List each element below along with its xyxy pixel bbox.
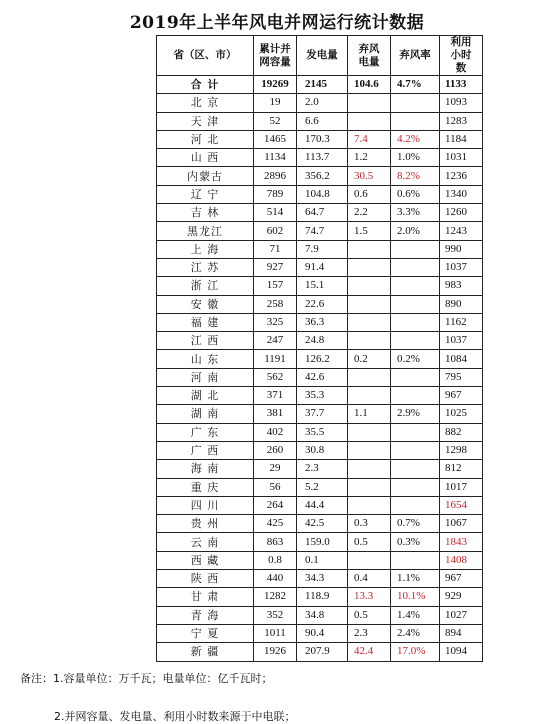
cell-curtailment [348,313,391,331]
cell-utilization-hours: 1408 [440,551,483,569]
cell-province: 河 南 [157,368,254,386]
cell-utilization-hours: 1037 [440,332,483,350]
cell-generation: 104.8 [297,185,348,203]
cell-utilization-hours: 983 [440,277,483,295]
table-row [157,570,483,588]
table-row [157,258,483,276]
cell-curtailment-rate: 1.1% [391,570,440,588]
cell-curtailment-rate [391,112,440,130]
table-row [157,112,483,130]
cell-curtailment-rate [391,460,440,478]
cell-curtailment [348,332,391,350]
cell-utilization-hours: 990 [440,240,483,258]
cell-utilization-hours: 795 [440,368,483,386]
cell-capacity: 440 [254,570,297,588]
cell-curtailment-rate [391,496,440,514]
table-row [157,624,483,642]
table-row [157,478,483,496]
cell-capacity: 52 [254,112,297,130]
cell-capacity: 264 [254,496,297,514]
cell-generation: 2145 [297,76,348,94]
cell-generation: 207.9 [297,643,348,661]
cell-province: 内蒙古 [157,167,254,185]
cell-capacity: 71 [254,240,297,258]
table-row [157,423,483,441]
cell-curtailment [348,423,391,441]
cell-capacity: 381 [254,405,297,423]
cell-curtailment-rate: 0.2% [391,350,440,368]
cell-curtailment-rate: 0.6% [391,185,440,203]
cell-province: 北 京 [157,94,254,112]
cell-province: 陕 西 [157,570,254,588]
cell-curtailment-rate: 1.4% [391,606,440,624]
cell-curtailment [348,94,391,112]
cell-generation: 2.0 [297,94,348,112]
cell-generation: 37.7 [297,405,348,423]
cell-generation: 24.8 [297,332,348,350]
cell-utilization-hours: 1093 [440,94,483,112]
cell-curtailment: 1.2 [348,149,391,167]
cell-generation: 118.9 [297,588,348,606]
cell-province: 广 东 [157,423,254,441]
cell-generation: 91.4 [297,258,348,276]
cell-curtailment-rate: 2.4% [391,624,440,642]
cell-curtailment: 0.4 [348,570,391,588]
wind-power-statistics-table [156,35,483,662]
cell-utilization-hours: 1027 [440,606,483,624]
cell-curtailment: 0.2 [348,350,391,368]
cell-province: 江 西 [157,332,254,350]
cell-curtailment-rate: 3.3% [391,204,440,222]
cell-curtailment-rate: 4.7% [391,76,440,94]
cell-province: 黑龙江 [157,222,254,240]
table-row [157,405,483,423]
cell-curtailment-rate [391,277,440,295]
cell-curtailment-rate: 10.1% [391,588,440,606]
cell-curtailment: 2.2 [348,204,391,222]
cell-curtailment-rate [391,478,440,496]
cell-generation: 42.5 [297,515,348,533]
table-row [157,368,483,386]
cell-curtailment-rate [391,295,440,313]
cell-utilization-hours: 1283 [440,112,483,130]
table-header-row [157,36,483,76]
header-curtailment-label: 弃风电量 [358,42,380,68]
cell-curtailment [348,496,391,514]
table-row [157,240,483,258]
header-province: 省（区、市） [157,36,254,76]
cell-utilization-hours: 1260 [440,204,483,222]
table-row [157,130,483,148]
cell-generation: 126.2 [297,350,348,368]
cell-utilization-hours: 967 [440,570,483,588]
cell-curtailment-rate: 1.0% [391,149,440,167]
cell-curtailment-rate: 8.2% [391,167,440,185]
cell-capacity: 562 [254,368,297,386]
cell-curtailment-rate [391,313,440,331]
header-curtailment-rate: 弃风率 [391,36,440,76]
cell-generation: 22.6 [297,295,348,313]
cell-utilization-hours: 890 [440,295,483,313]
cell-province: 安 徽 [157,295,254,313]
cell-province: 天 津 [157,112,254,130]
cell-curtailment [348,112,391,130]
cell-utilization-hours: 1162 [440,313,483,331]
cell-capacity: 1191 [254,350,297,368]
cell-generation: 90.4 [297,624,348,642]
cell-curtailment: 1.5 [348,222,391,240]
cell-capacity: 325 [254,313,297,331]
cell-generation: 2.3 [297,460,348,478]
cell-capacity: 2896 [254,167,297,185]
cell-generation: 0.1 [297,551,348,569]
cell-curtailment [348,368,391,386]
cell-curtailment-rate [391,258,440,276]
cell-generation: 6.6 [297,112,348,130]
cell-capacity: 352 [254,606,297,624]
cell-curtailment [348,387,391,405]
cell-capacity: 1926 [254,643,297,661]
cell-capacity: 927 [254,258,297,276]
cell-utilization-hours: 1037 [440,258,483,276]
cell-province: 上 海 [157,240,254,258]
cell-generation: 159.0 [297,533,348,551]
cell-province: 福 建 [157,313,254,331]
table-row [157,222,483,240]
table-row [157,387,483,405]
cell-province: 山 西 [157,149,254,167]
cell-curtailment: 1.1 [348,405,391,423]
cell-curtailment-rate [391,387,440,405]
cell-generation: 15.1 [297,277,348,295]
cell-utilization-hours: 1843 [440,533,483,551]
cell-province: 湖 南 [157,405,254,423]
cell-curtailment: 2.3 [348,624,391,642]
cell-capacity: 371 [254,387,297,405]
cell-utilization-hours: 1340 [440,185,483,203]
table-row [157,460,483,478]
cell-generation: 42.6 [297,368,348,386]
cell-province: 甘 肃 [157,588,254,606]
cell-curtailment-rate: 0.3% [391,533,440,551]
cell-curtailment-rate [391,441,440,459]
cell-province: 河 北 [157,130,254,148]
cell-province: 青 海 [157,606,254,624]
cell-province: 山 东 [157,350,254,368]
cell-province: 海 南 [157,460,254,478]
cell-generation: 34.3 [297,570,348,588]
table-row [157,167,483,185]
cell-capacity: 602 [254,222,297,240]
cell-curtailment [348,295,391,313]
table-row [157,496,483,514]
table-body [157,76,483,662]
table-row [157,185,483,203]
table-row [157,551,483,569]
table-row [157,313,483,331]
cell-curtailment [348,551,391,569]
table-row [157,295,483,313]
cell-generation: 113.7 [297,149,348,167]
cell-province: 云 南 [157,533,254,551]
cell-generation: 356.2 [297,167,348,185]
table-row [157,277,483,295]
cell-capacity: 789 [254,185,297,203]
cell-curtailment: 0.6 [348,185,391,203]
cell-utilization-hours: 1084 [440,350,483,368]
cell-capacity: 402 [254,423,297,441]
cell-utilization-hours: 1236 [440,167,483,185]
cell-utilization-hours: 929 [440,588,483,606]
cell-province: 西 藏 [157,551,254,569]
cell-capacity: 19269 [254,76,297,94]
cell-curtailment-rate: 2.0% [391,222,440,240]
cell-curtailment: 0.5 [348,606,391,624]
cell-curtailment-rate: 17.0% [391,643,440,661]
table-row [157,441,483,459]
cell-curtailment: 13.3 [348,588,391,606]
table-row [157,350,483,368]
cell-capacity: 1282 [254,588,297,606]
cell-capacity: 0.8 [254,551,297,569]
cell-utilization-hours: 1654 [440,496,483,514]
cell-province: 吉 林 [157,204,254,222]
cell-curtailment: 42.4 [348,643,391,661]
footnote-units: 备注：1.容量单位：万千瓦；电量单位：亿千瓦时； [20,672,273,685]
cell-capacity: 1134 [254,149,297,167]
cell-province: 新 疆 [157,643,254,661]
cell-utilization-hours: 967 [440,387,483,405]
cell-utilization-hours: 1298 [440,441,483,459]
table-row [157,533,483,551]
table-row [157,204,483,222]
cell-utilization-hours: 882 [440,423,483,441]
cell-curtailment [348,460,391,478]
cell-province: 四 川 [157,496,254,514]
cell-generation: 64.7 [297,204,348,222]
cell-curtailment: 104.6 [348,76,391,94]
cell-curtailment-rate [391,423,440,441]
cell-utilization-hours: 1184 [440,130,483,148]
cell-capacity: 1011 [254,624,297,642]
cell-curtailment-rate [391,551,440,569]
cell-curtailment-rate [391,332,440,350]
cell-capacity: 258 [254,295,297,313]
cell-curtailment [348,240,391,258]
footnote-source: 2.并网容量、发电量、利用小时数来源于中电联； [54,710,296,723]
cell-curtailment-rate: 2.9% [391,405,440,423]
cell-capacity: 247 [254,332,297,350]
cell-province: 浙 江 [157,277,254,295]
table-row [157,606,483,624]
cell-capacity: 514 [254,204,297,222]
cell-curtailment [348,277,391,295]
cell-generation: 170.3 [297,130,348,148]
cell-generation: 34.8 [297,606,348,624]
cell-curtailment-rate [391,240,440,258]
table-row [157,515,483,533]
cell-generation: 35.5 [297,423,348,441]
cell-curtailment-rate [391,368,440,386]
cell-utilization-hours: 894 [440,624,483,642]
page-title: 2019年上半年风电并网运行统计数据 [129,13,425,33]
cell-generation: 7.9 [297,240,348,258]
cell-province: 江 苏 [157,258,254,276]
cell-province: 湖 北 [157,387,254,405]
cell-curtailment [348,478,391,496]
header-curtailment [348,36,391,76]
cell-generation: 5.2 [297,478,348,496]
cell-utilization-hours: 1025 [440,405,483,423]
cell-curtailment [348,258,391,276]
cell-generation: 74.7 [297,222,348,240]
cell-generation: 35.3 [297,387,348,405]
table-row [157,588,483,606]
cell-capacity: 56 [254,478,297,496]
cell-utilization-hours: 812 [440,460,483,478]
cell-province: 贵 州 [157,515,254,533]
header-capacity-label: 累计并网容量 [259,42,291,68]
cell-curtailment [348,441,391,459]
table-row [157,94,483,112]
cell-capacity: 157 [254,277,297,295]
cell-capacity: 1465 [254,130,297,148]
cell-curtailment: 7.4 [348,130,391,148]
cell-province: 辽 宁 [157,185,254,203]
cell-curtailment: 0.5 [348,533,391,551]
cell-utilization-hours: 1067 [440,515,483,533]
cell-utilization-hours: 1031 [440,149,483,167]
cell-curtailment-rate: 0.7% [391,515,440,533]
table-row [157,643,483,661]
cell-utilization-hours: 1133 [440,76,483,94]
cell-curtailment: 30.5 [348,167,391,185]
cell-capacity: 29 [254,460,297,478]
cell-province: 重 庆 [157,478,254,496]
cell-capacity: 260 [254,441,297,459]
cell-province: 合 计 [157,76,254,94]
header-utilization-hours [440,36,483,76]
cell-capacity: 19 [254,94,297,112]
table-row [157,149,483,167]
cell-capacity: 863 [254,533,297,551]
cell-utilization-hours: 1243 [440,222,483,240]
cell-utilization-hours: 1017 [440,478,483,496]
header-hours-label: 利用小时数 [450,36,472,74]
cell-curtailment: 0.3 [348,515,391,533]
cell-generation: 36.3 [297,313,348,331]
cell-province: 广 西 [157,441,254,459]
table-total-row [157,76,483,94]
header-capacity [254,36,297,76]
header-generation: 发电量 [297,36,348,76]
cell-curtailment-rate: 4.2% [391,130,440,148]
cell-generation: 30.8 [297,441,348,459]
cell-capacity: 425 [254,515,297,533]
cell-utilization-hours: 1094 [440,643,483,661]
cell-province: 宁 夏 [157,624,254,642]
table-row [157,332,483,350]
cell-generation: 44.4 [297,496,348,514]
cell-curtailment-rate [391,94,440,112]
